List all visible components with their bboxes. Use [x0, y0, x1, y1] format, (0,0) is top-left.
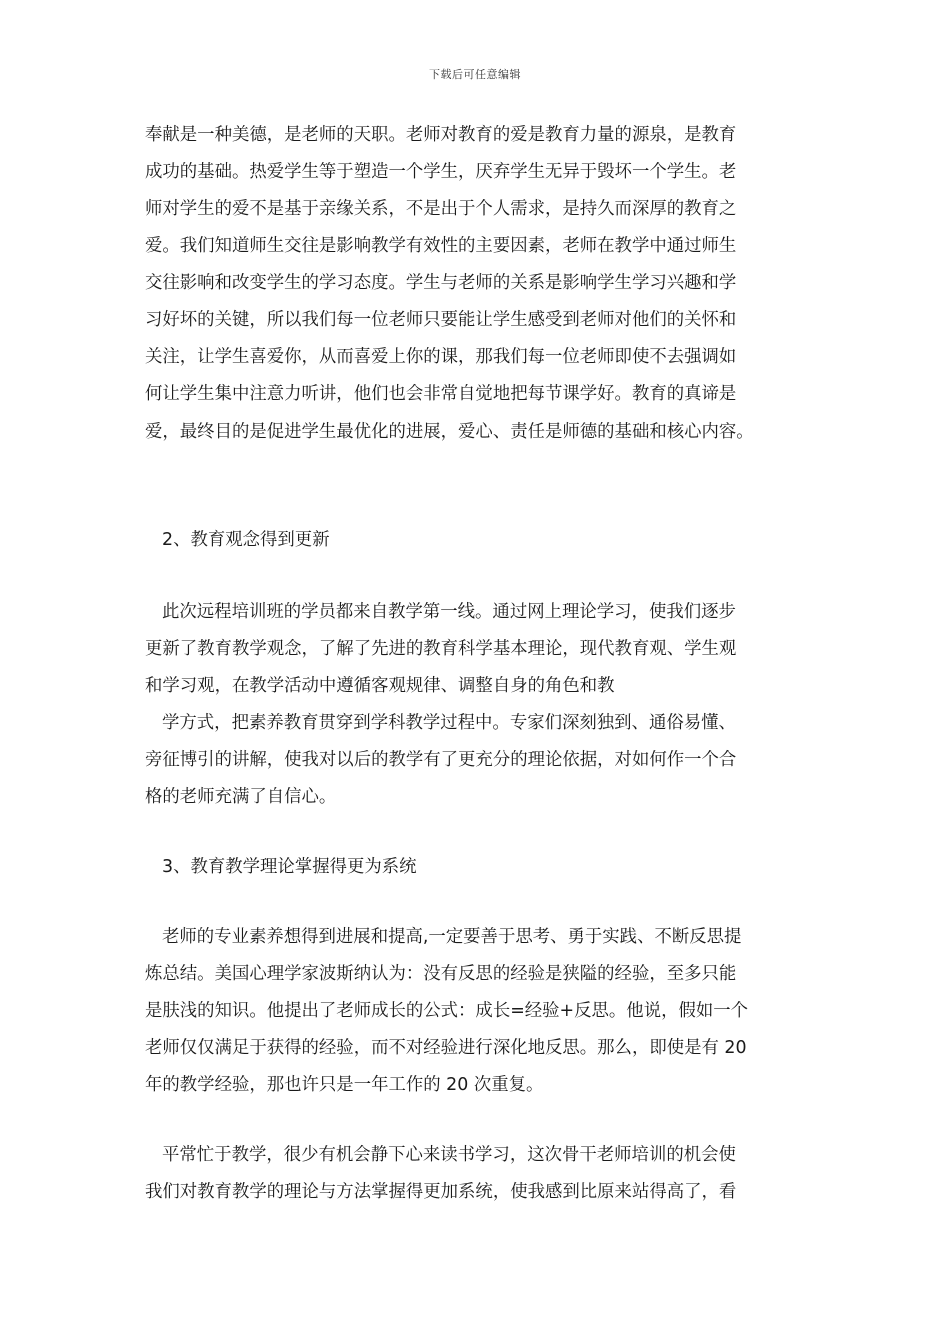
paragraph-line: 和学习观，在教学活动中遵循客观规律、调整自身的角色和教 — [145, 676, 615, 696]
paragraph-line: 学方式，把素养教育贯穿到学科教学过程中。专家们深刻独到、通俗易懂、 — [162, 713, 736, 733]
paragraph-line: 我们对教育教学的理论与方法掌握得更加系统，使我感到比原来站得高了，看 — [145, 1182, 737, 1202]
paragraph-line: 交往影响和改变学生的学习态度。学生与老师的关系是影响学生学习兴趣和学 — [145, 273, 737, 293]
paragraph-line: 老师的专业素养想得到进展和提高,一定要善于思考、勇于实践、不断反思提 — [162, 927, 742, 947]
paragraph-line: 格的老师充满了自信心。 — [145, 787, 337, 807]
paragraph-line: 炼总结。美国心理学家波斯纳认为：没有反思的经验是狭隘的经验，至多只能 — [145, 964, 737, 984]
paragraph-line: 习好坏的关键，所以我们每一位老师只要能让学生感受到老师对他们的关怀和 — [145, 310, 737, 330]
paragraph-line: 是肤浅的知识。他提出了老师成长的公式：成长=经验+反思。他说，假如一个 — [145, 1001, 749, 1021]
paragraph-line: 平常忙于教学，很少有机会静下心来读书学习，这次骨干老师培训的机会使 — [162, 1145, 736, 1165]
paragraph-line: 旁征博引的讲解，使我对以后的教学有了更充分的理论依据，对如何作一个合 — [145, 750, 737, 770]
paragraph-line: 爱，最终目的是促进学生最优化的进展，爱心、责任是师德的基础和核心内容。 — [145, 422, 754, 442]
paragraph-line: 关注，让学生喜爱你，从而喜爱上你的课，那我们每一位老师即使不去强调如 — [145, 347, 737, 367]
paragraph-line: 老师仅仅满足于获得的经验，而不对经验进行深化地反思。那么，即使是有 20 — [145, 1038, 747, 1058]
paragraph-line: 此次远程培训班的学员都来自教学第一线。通过网上理论学习，使我们逐步 — [162, 602, 736, 622]
paragraph-line: 何让学生集中注意力听讲，他们也会非常自觉地把每节课学好。教育的真谛是 — [145, 384, 737, 404]
paragraph-line: 师对学生的爱不是基于亲缘关系，不是出于个人需求，是持久而深厚的教育之 — [145, 199, 737, 219]
section-heading: 2、教育观念得到更新 — [162, 530, 330, 550]
page-header: 下载后可任意编辑 — [429, 68, 521, 81]
paragraph-line: 成功的基础。热爱学生等于塑造一个学生，厌弃学生无异于毁坏一个学生。老 — [145, 162, 737, 182]
paragraph-line: 奉献是一种美德，是老师的天职。老师对教育的爱是教育力量的源泉，是教育 — [145, 125, 737, 145]
paragraph-line: 爱。我们知道师生交往是影响教学有效性的主要因素，老师在教学中通过师生 — [145, 236, 737, 256]
paragraph-line: 更新了教育教学观念，了解了先进的教育科学基本理论，现代教育观、学生观 — [145, 639, 737, 659]
paragraph-line: 年的教学经验，那也许只是一年工作的 20 次重复。 — [145, 1075, 544, 1095]
section-heading: 3、教育教学理论掌握得更为系统 — [162, 857, 417, 877]
